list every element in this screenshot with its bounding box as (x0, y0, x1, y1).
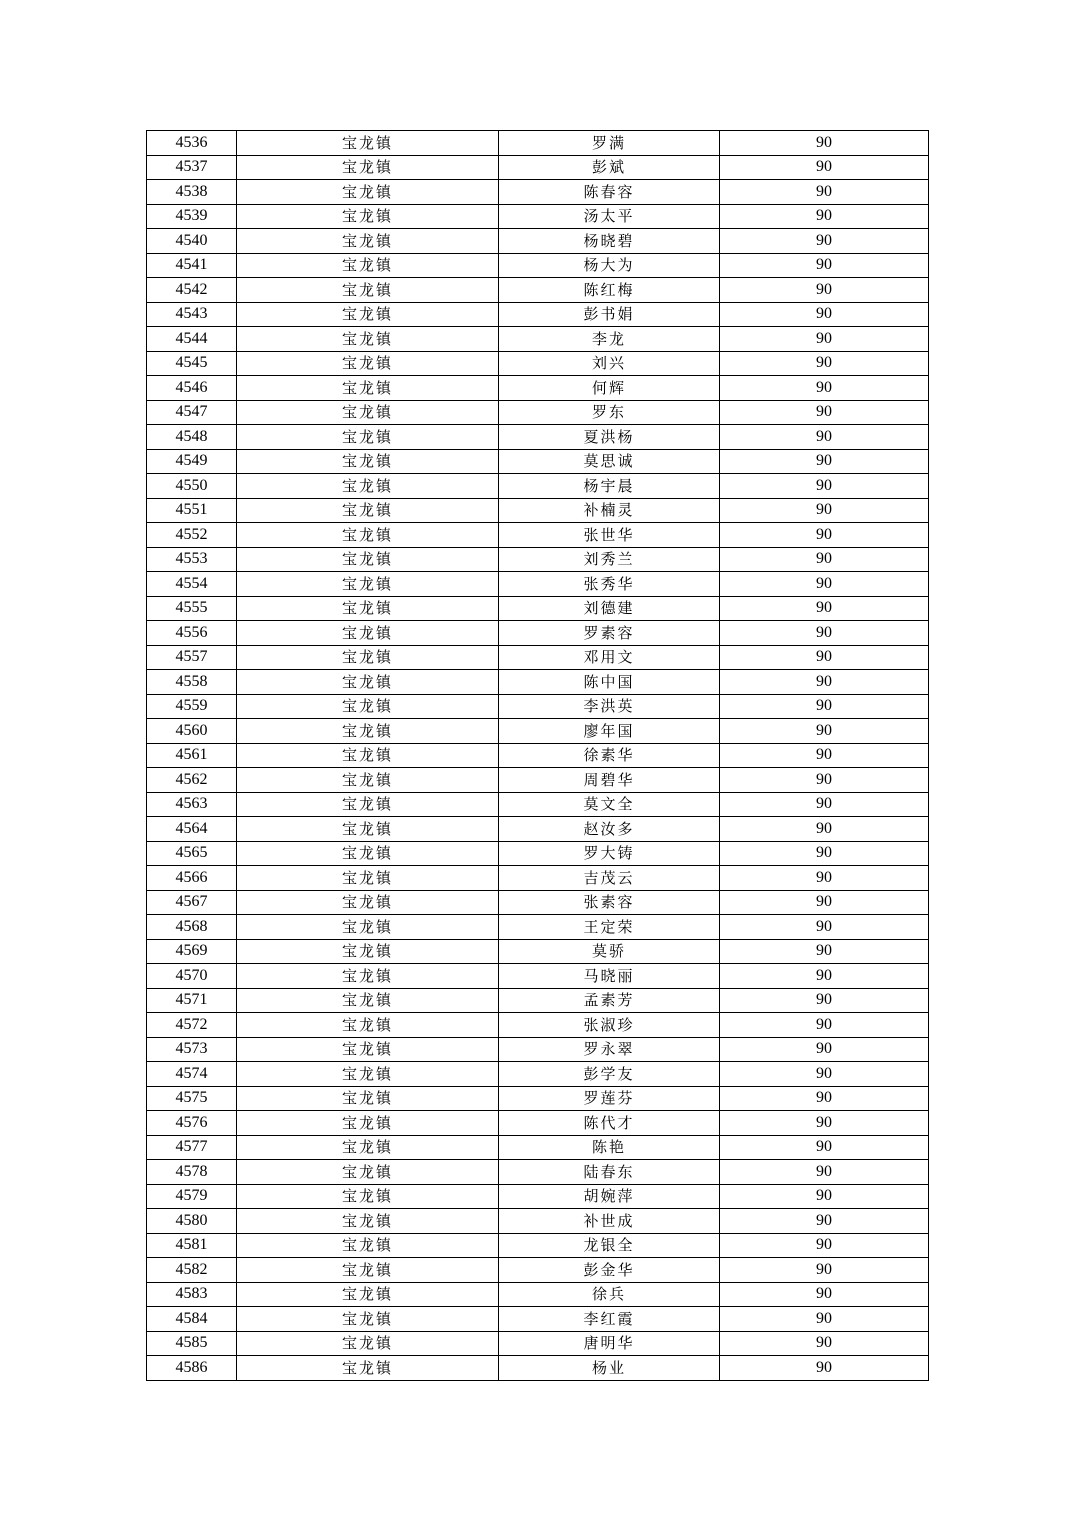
cell-town: 宝龙镇 (237, 719, 499, 744)
cell-town: 宝龙镇 (237, 1258, 499, 1283)
table-row (147, 1062, 929, 1087)
cell-name: 莫思诚 (499, 449, 720, 474)
cell-town: 宝龙镇 (237, 376, 499, 401)
cell-score: 90 (720, 1111, 929, 1136)
table-row (147, 1331, 929, 1356)
cell-score: 90 (720, 1209, 929, 1234)
cell-town: 宝龙镇 (237, 474, 499, 499)
cell-name: 张世华 (499, 523, 720, 548)
table-row (147, 792, 929, 817)
table-row (147, 1258, 929, 1283)
cell-score: 90 (720, 180, 929, 205)
table-row (147, 743, 929, 768)
cell-town: 宝龙镇 (237, 890, 499, 915)
cell-score: 90 (720, 400, 929, 425)
cell-town: 宝龙镇 (237, 915, 499, 940)
table-row (147, 449, 929, 474)
cell-id: 4549 (147, 449, 237, 474)
table-row (147, 376, 929, 401)
cell-score: 90 (720, 596, 929, 621)
table-row (147, 719, 929, 744)
cell-name: 罗满 (499, 131, 720, 156)
table-row (147, 670, 929, 695)
cell-town: 宝龙镇 (237, 1282, 499, 1307)
table-row (147, 1233, 929, 1258)
cell-name: 陈中国 (499, 670, 720, 695)
cell-town: 宝龙镇 (237, 547, 499, 572)
cell-score: 90 (720, 425, 929, 450)
cell-id: 4585 (147, 1331, 237, 1356)
table-row (147, 204, 929, 229)
cell-name: 龙银全 (499, 1233, 720, 1258)
table-row (147, 474, 929, 499)
cell-town: 宝龙镇 (237, 792, 499, 817)
cell-name: 张秀华 (499, 572, 720, 597)
cell-score: 90 (720, 253, 929, 278)
cell-name: 杨业 (499, 1356, 720, 1381)
table-row (147, 327, 929, 352)
cell-town: 宝龙镇 (237, 645, 499, 670)
cell-town: 宝龙镇 (237, 278, 499, 303)
cell-town: 宝龙镇 (237, 1135, 499, 1160)
cell-score: 90 (720, 988, 929, 1013)
cell-score: 90 (720, 939, 929, 964)
cell-town: 宝龙镇 (237, 1062, 499, 1087)
table-row (147, 988, 929, 1013)
cell-score: 90 (720, 841, 929, 866)
cell-name: 李洪英 (499, 694, 720, 719)
cell-name: 唐明华 (499, 1331, 720, 1356)
cell-id: 4558 (147, 670, 237, 695)
cell-id: 4557 (147, 645, 237, 670)
cell-town: 宝龙镇 (237, 425, 499, 450)
table-row (147, 841, 929, 866)
cell-id: 4567 (147, 890, 237, 915)
cell-town: 宝龙镇 (237, 572, 499, 597)
cell-id: 4582 (147, 1258, 237, 1283)
cell-score: 90 (720, 768, 929, 793)
cell-town: 宝龙镇 (237, 1013, 499, 1038)
table-row (147, 768, 929, 793)
cell-town: 宝龙镇 (237, 841, 499, 866)
cell-town: 宝龙镇 (237, 866, 499, 891)
cell-name: 汤太平 (499, 204, 720, 229)
cell-town: 宝龙镇 (237, 327, 499, 352)
cell-score: 90 (720, 1062, 929, 1087)
cell-score: 90 (720, 1160, 929, 1185)
cell-town: 宝龙镇 (237, 131, 499, 156)
cell-score: 90 (720, 1356, 929, 1381)
cell-town: 宝龙镇 (237, 596, 499, 621)
cell-town: 宝龙镇 (237, 817, 499, 842)
cell-id: 4544 (147, 327, 237, 352)
table-row (147, 817, 929, 842)
cell-id: 4537 (147, 155, 237, 180)
roster-table-body (147, 131, 929, 1381)
cell-score: 90 (720, 449, 929, 474)
table-row (147, 964, 929, 989)
cell-id: 4542 (147, 278, 237, 303)
cell-name: 罗素容 (499, 621, 720, 646)
cell-name: 彭学友 (499, 1062, 720, 1087)
table-row (147, 645, 929, 670)
cell-name: 罗莲芬 (499, 1086, 720, 1111)
cell-score: 90 (720, 890, 929, 915)
cell-name: 夏洪杨 (499, 425, 720, 450)
cell-town: 宝龙镇 (237, 449, 499, 474)
cell-id: 4580 (147, 1209, 237, 1234)
cell-id: 4564 (147, 817, 237, 842)
cell-score: 90 (720, 1282, 929, 1307)
cell-town: 宝龙镇 (237, 670, 499, 695)
cell-id: 4571 (147, 988, 237, 1013)
cell-town: 宝龙镇 (237, 1086, 499, 1111)
cell-town: 宝龙镇 (237, 743, 499, 768)
cell-name: 王定荣 (499, 915, 720, 940)
cell-name: 吉茂云 (499, 866, 720, 891)
cell-score: 90 (720, 964, 929, 989)
table-row (147, 155, 929, 180)
cell-score: 90 (720, 376, 929, 401)
cell-town: 宝龙镇 (237, 351, 499, 376)
cell-name: 刘德建 (499, 596, 720, 621)
cell-score: 90 (720, 670, 929, 695)
cell-town: 宝龙镇 (237, 621, 499, 646)
cell-town: 宝龙镇 (237, 1037, 499, 1062)
cell-score: 90 (720, 621, 929, 646)
cell-score: 90 (720, 866, 929, 891)
cell-name: 补楠灵 (499, 498, 720, 523)
cell-id: 4569 (147, 939, 237, 964)
cell-id: 4584 (147, 1307, 237, 1332)
cell-id: 4546 (147, 376, 237, 401)
cell-name: 刘秀兰 (499, 547, 720, 572)
table-row (147, 278, 929, 303)
cell-name: 陈代才 (499, 1111, 720, 1136)
cell-name: 李龙 (499, 327, 720, 352)
cell-town: 宝龙镇 (237, 229, 499, 254)
cell-id: 4545 (147, 351, 237, 376)
table-row (147, 621, 929, 646)
table-row (147, 400, 929, 425)
cell-id: 4565 (147, 841, 237, 866)
cell-score: 90 (720, 131, 929, 156)
cell-name: 张淑珍 (499, 1013, 720, 1038)
cell-score: 90 (720, 1037, 929, 1062)
cell-score: 90 (720, 327, 929, 352)
cell-score: 90 (720, 1331, 929, 1356)
cell-score: 90 (720, 351, 929, 376)
cell-town: 宝龙镇 (237, 1209, 499, 1234)
cell-name: 赵汝多 (499, 817, 720, 842)
cell-score: 90 (720, 1013, 929, 1038)
cell-town: 宝龙镇 (237, 988, 499, 1013)
cell-name: 孟素芳 (499, 988, 720, 1013)
cell-id: 4563 (147, 792, 237, 817)
cell-id: 4583 (147, 1282, 237, 1307)
cell-id: 4581 (147, 1233, 237, 1258)
cell-name: 李红霞 (499, 1307, 720, 1332)
cell-id: 4551 (147, 498, 237, 523)
table-row (147, 498, 929, 523)
cell-town: 宝龙镇 (237, 1233, 499, 1258)
cell-score: 90 (720, 1233, 929, 1258)
cell-town: 宝龙镇 (237, 302, 499, 327)
cell-name: 马晓丽 (499, 964, 720, 989)
cell-name: 莫文全 (499, 792, 720, 817)
cell-name: 徐素华 (499, 743, 720, 768)
cell-score: 90 (720, 474, 929, 499)
table-row (147, 1356, 929, 1381)
cell-score: 90 (720, 278, 929, 303)
cell-score: 90 (720, 229, 929, 254)
cell-id: 4556 (147, 621, 237, 646)
cell-id: 4541 (147, 253, 237, 278)
table-row (147, 1307, 929, 1332)
cell-name: 补世成 (499, 1209, 720, 1234)
cell-town: 宝龙镇 (237, 400, 499, 425)
table-row (147, 425, 929, 450)
table-row (147, 131, 929, 156)
cell-score: 90 (720, 204, 929, 229)
table-row (147, 694, 929, 719)
cell-score: 90 (720, 719, 929, 744)
cell-id: 4575 (147, 1086, 237, 1111)
cell-id: 4561 (147, 743, 237, 768)
cell-town: 宝龙镇 (237, 1331, 499, 1356)
cell-name: 陈春容 (499, 180, 720, 205)
cell-name: 胡婉萍 (499, 1184, 720, 1209)
cell-score: 90 (720, 547, 929, 572)
cell-score: 90 (720, 572, 929, 597)
cell-name: 莫骄 (499, 939, 720, 964)
table-row (147, 1135, 929, 1160)
cell-score: 90 (720, 915, 929, 940)
cell-id: 4552 (147, 523, 237, 548)
cell-name: 周碧华 (499, 768, 720, 793)
table-row (147, 1209, 929, 1234)
cell-name: 罗永翠 (499, 1037, 720, 1062)
cell-id: 4578 (147, 1160, 237, 1185)
table-row (147, 302, 929, 327)
table-row (147, 1111, 929, 1136)
cell-town: 宝龙镇 (237, 523, 499, 548)
cell-id: 4547 (147, 400, 237, 425)
table-row (147, 1013, 929, 1038)
cell-id: 4574 (147, 1062, 237, 1087)
cell-id: 4560 (147, 719, 237, 744)
cell-score: 90 (720, 523, 929, 548)
cell-town: 宝龙镇 (237, 155, 499, 180)
cell-id: 4577 (147, 1135, 237, 1160)
cell-id: 4548 (147, 425, 237, 450)
cell-id: 4572 (147, 1013, 237, 1038)
table-row (147, 1086, 929, 1111)
cell-town: 宝龙镇 (237, 939, 499, 964)
cell-name: 陈红梅 (499, 278, 720, 303)
table-row (147, 1037, 929, 1062)
cell-town: 宝龙镇 (237, 694, 499, 719)
cell-score: 90 (720, 792, 929, 817)
table-row (147, 547, 929, 572)
cell-id: 4555 (147, 596, 237, 621)
cell-id: 4573 (147, 1037, 237, 1062)
cell-name: 杨大为 (499, 253, 720, 278)
cell-name: 杨晓碧 (499, 229, 720, 254)
cell-name: 陈艳 (499, 1135, 720, 1160)
cell-name: 彭斌 (499, 155, 720, 180)
cell-name: 彭金华 (499, 1258, 720, 1283)
cell-name: 彭书娟 (499, 302, 720, 327)
cell-id: 4540 (147, 229, 237, 254)
cell-score: 90 (720, 1258, 929, 1283)
cell-id: 4570 (147, 964, 237, 989)
cell-id: 4554 (147, 572, 237, 597)
cell-name: 廖年国 (499, 719, 720, 744)
table-row (147, 915, 929, 940)
table-row (147, 351, 929, 376)
cell-id: 4562 (147, 768, 237, 793)
table-row (147, 229, 929, 254)
cell-name: 杨宇晨 (499, 474, 720, 499)
cell-score: 90 (720, 743, 929, 768)
table-row (147, 939, 929, 964)
cell-score: 90 (720, 694, 929, 719)
cell-score: 90 (720, 817, 929, 842)
table-row (147, 253, 929, 278)
cell-name: 何辉 (499, 376, 720, 401)
cell-score: 90 (720, 1184, 929, 1209)
table-row (147, 890, 929, 915)
cell-town: 宝龙镇 (237, 180, 499, 205)
cell-id: 4559 (147, 694, 237, 719)
cell-id: 4553 (147, 547, 237, 572)
cell-name: 陆春东 (499, 1160, 720, 1185)
table-row (147, 596, 929, 621)
cell-name: 邓用文 (499, 645, 720, 670)
cell-score: 90 (720, 302, 929, 327)
cell-score: 90 (720, 155, 929, 180)
table-row (147, 1160, 929, 1185)
cell-town: 宝龙镇 (237, 1356, 499, 1381)
cell-name: 刘兴 (499, 351, 720, 376)
table-row (147, 572, 929, 597)
cell-id: 4543 (147, 302, 237, 327)
cell-name: 罗东 (499, 400, 720, 425)
cell-town: 宝龙镇 (237, 253, 499, 278)
cell-town: 宝龙镇 (237, 964, 499, 989)
cell-id: 4566 (147, 866, 237, 891)
cell-town: 宝龙镇 (237, 204, 499, 229)
cell-town: 宝龙镇 (237, 1307, 499, 1332)
table-row (147, 1282, 929, 1307)
cell-id: 4539 (147, 204, 237, 229)
cell-id: 4586 (147, 1356, 237, 1381)
cell-name: 罗大铸 (499, 841, 720, 866)
cell-name: 张素容 (499, 890, 720, 915)
cell-id: 4550 (147, 474, 237, 499)
cell-town: 宝龙镇 (237, 1184, 499, 1209)
cell-score: 90 (720, 1307, 929, 1332)
table-row (147, 523, 929, 548)
cell-town: 宝龙镇 (237, 1111, 499, 1136)
cell-id: 4579 (147, 1184, 237, 1209)
cell-name: 徐兵 (499, 1282, 720, 1307)
cell-id: 4536 (147, 131, 237, 156)
cell-score: 90 (720, 1086, 929, 1111)
table-row (147, 180, 929, 205)
cell-score: 90 (720, 645, 929, 670)
table-row (147, 1184, 929, 1209)
cell-town: 宝龙镇 (237, 498, 499, 523)
cell-id: 4576 (147, 1111, 237, 1136)
cell-score: 90 (720, 1135, 929, 1160)
cell-town: 宝龙镇 (237, 768, 499, 793)
cell-id: 4538 (147, 180, 237, 205)
table-row (147, 866, 929, 891)
roster-table (146, 130, 929, 1381)
cell-id: 4568 (147, 915, 237, 940)
cell-town: 宝龙镇 (237, 1160, 499, 1185)
cell-score: 90 (720, 498, 929, 523)
